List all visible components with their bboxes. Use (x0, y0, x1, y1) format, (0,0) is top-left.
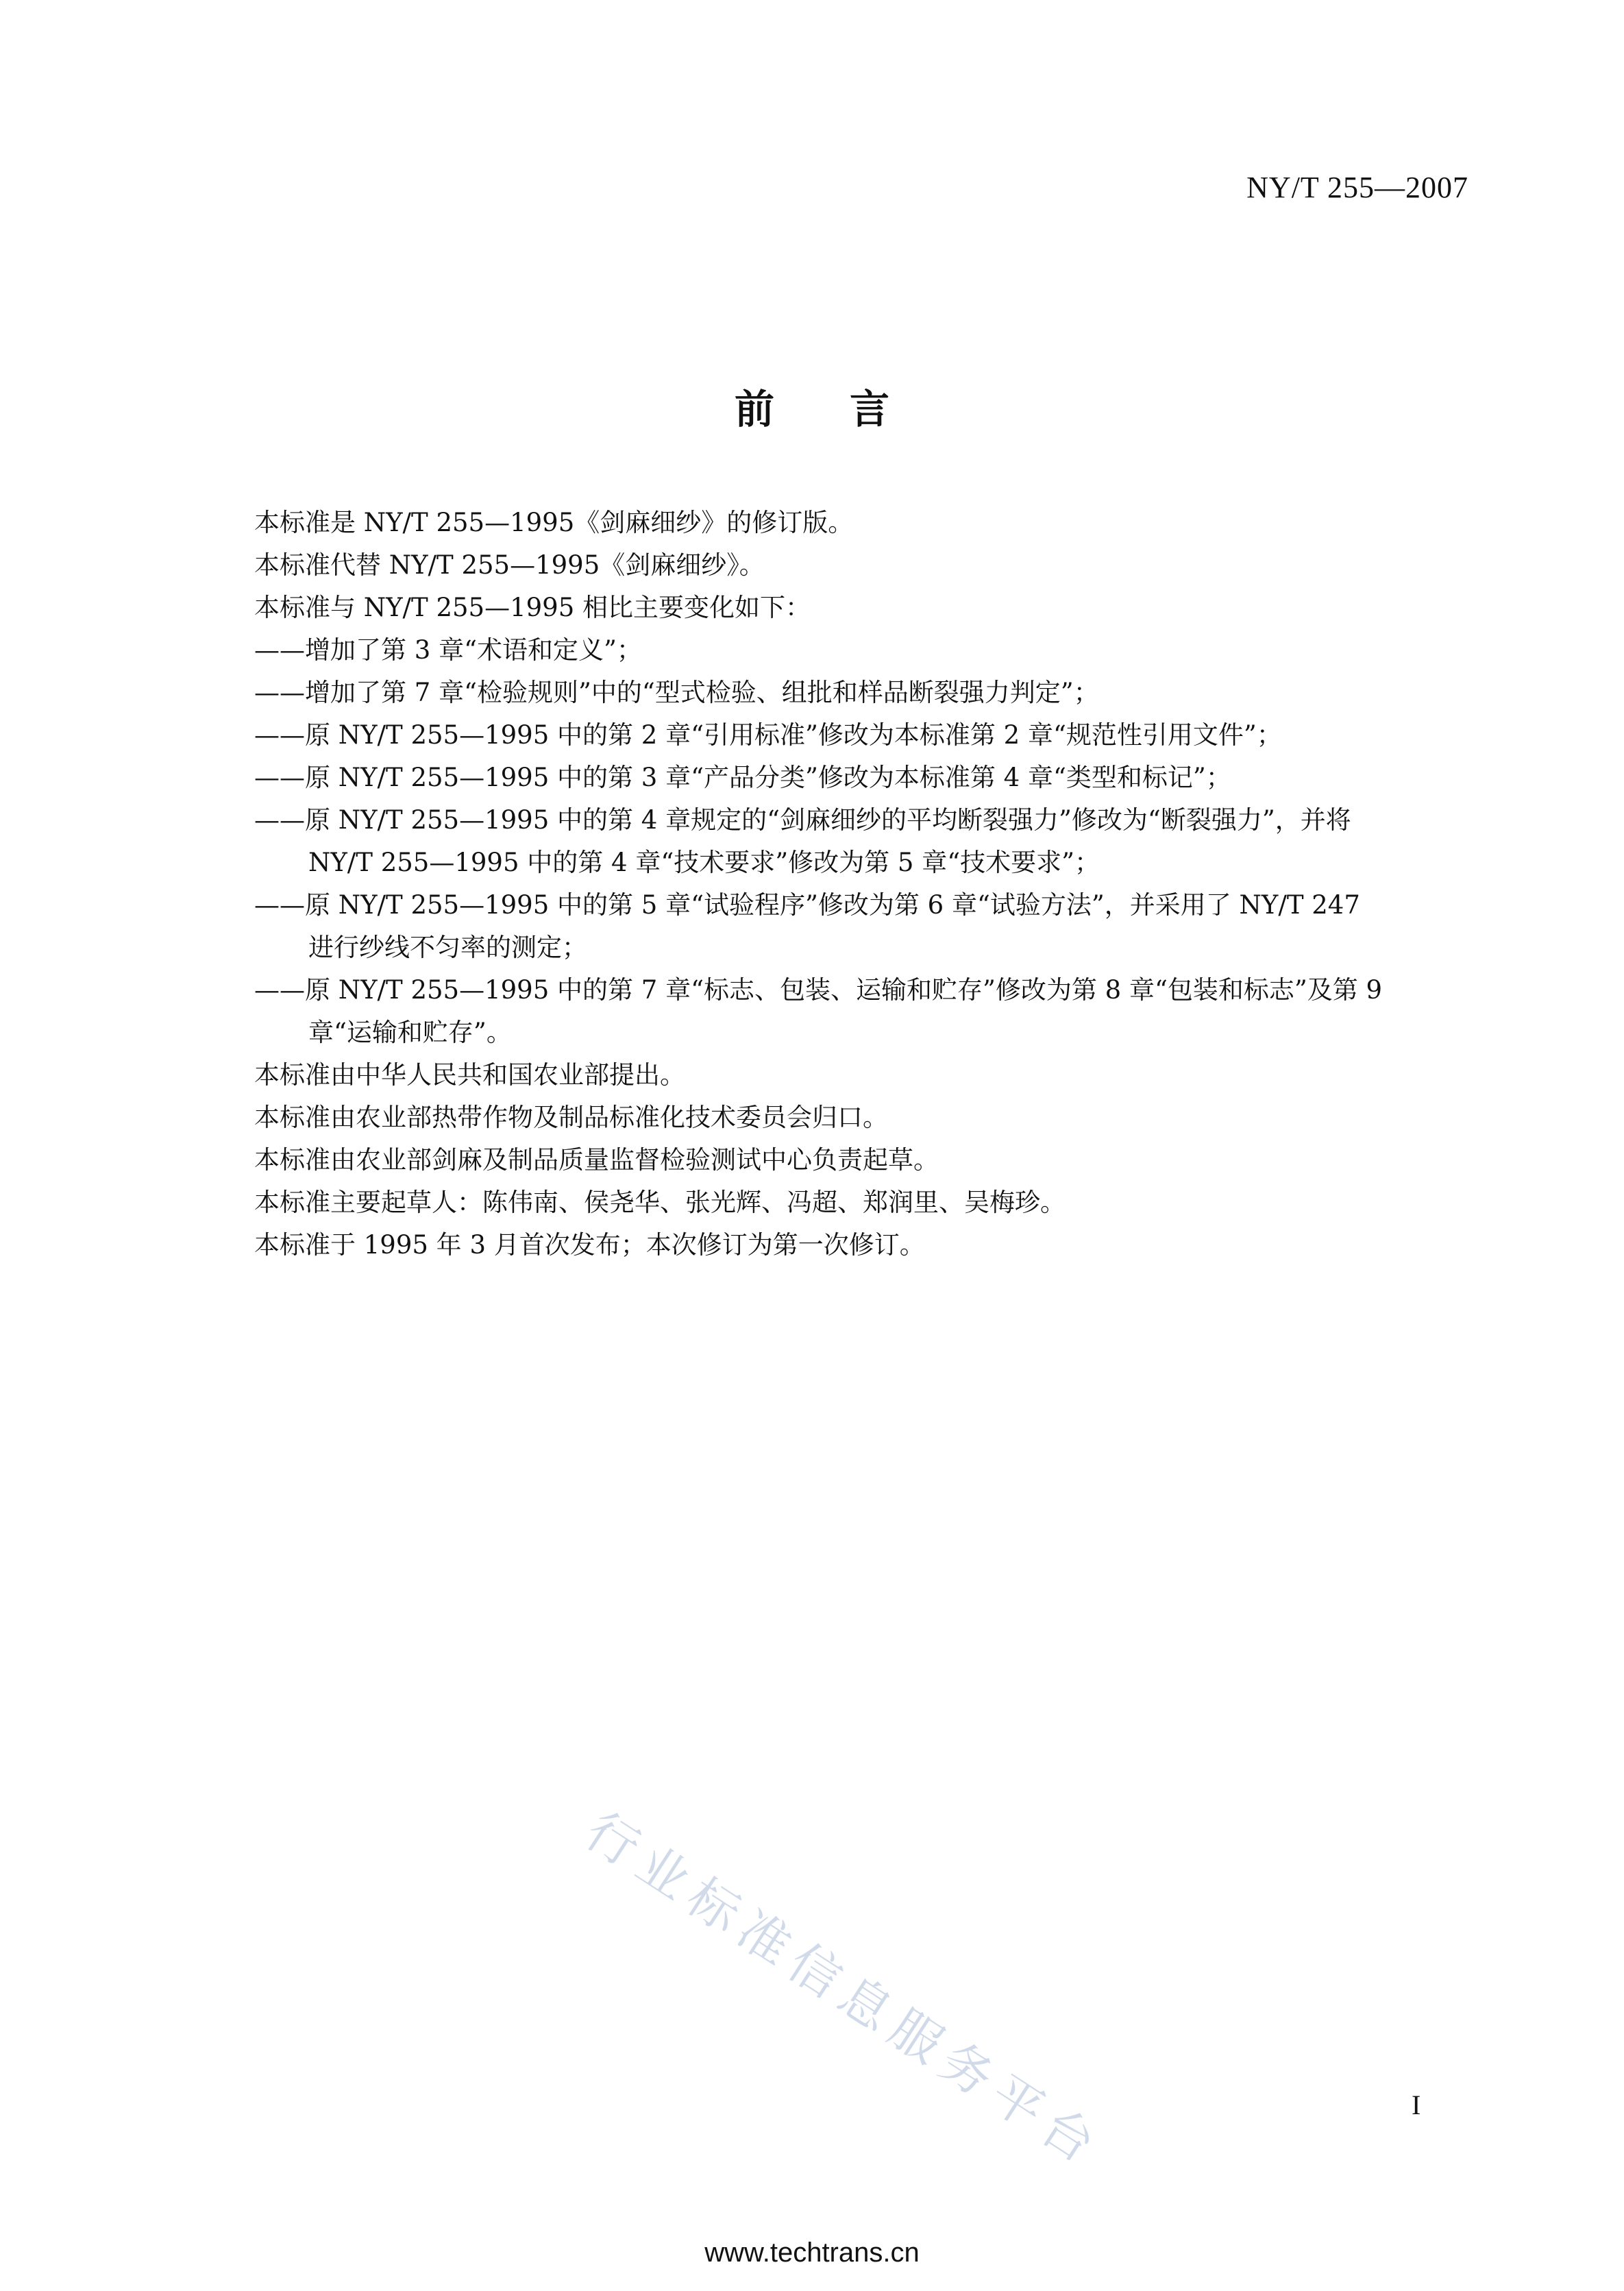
page-number: I (1412, 2090, 1421, 2120)
paragraph-line: 本标准由农业部热带作物及制品标准化技术委员会归口。 (254, 1103, 888, 1132)
foreword-body (254, 502, 1474, 1266)
paragraph-line: 本标准代替 NY/T 255—1995《剑麻细纱》。 (254, 550, 765, 580)
paragraph-line: 本标准由农业部剑麻及制品质量监督检验测试中心负责起草。 (254, 1145, 939, 1175)
change-item: ——原 NY/T 255—1995 中的第 5 章“试验程序”修改为第 6 章“试验方法”，并采用了 NY/T 247 (254, 890, 1360, 920)
change-item: ——原 NY/T 255—1995 中的第 3 章“产品分类”修改为本标准第 4 章“类型和标记”； (254, 763, 1231, 792)
page-title (0, 377, 1624, 434)
change-item-continuation: 进行纱线不匀率的测定； (308, 933, 587, 962)
footer-url: www.techtrans.cn (704, 2238, 920, 2268)
paragraph-line: 本标准主要起草人：陈伟南、侯尧华、张光辉、冯超、郑润里、吴梅珍。 (254, 1188, 1066, 1217)
change-item: ——增加了第 3 章“术语和定义”； (254, 635, 642, 665)
change-item: ——增加了第 7 章“检验规则”中的“型式检验、组批和样品断裂强力判定”； (254, 678, 1099, 707)
watermark: 行业标准信息服务平台 (575, 1801, 1114, 2179)
standard-code: NY/T 255—2007 (1246, 171, 1468, 204)
title-char-1: 前 (734, 386, 774, 432)
change-item: ——原 NY/T 255—1995 中的第 7 章“标志、包装、运输和贮存”修改为第 8 章“包装和标志”及第 9 (254, 975, 1383, 1005)
change-item: ——原 NY/T 255—1995 中的第 4 章规定的“剑麻细纱的平均断裂强力”修改为“断裂强力”，并将 (254, 805, 1351, 835)
change-item-continuation: NY/T 255—1995 中的第 4 章“技术要求”修改为第 5 章“技术要求”； (308, 848, 1100, 877)
paragraph-line: 本标准与 NY/T 255—1995 相比主要变化如下： (254, 593, 811, 622)
paragraph-line: 本标准于 1995 年 3 月首次发布；本次修订为第一次修订。 (254, 1230, 925, 1260)
paragraph-line: 本标准由中华人民共和国农业部提出。 (254, 1060, 685, 1090)
title-char-2: 言 (850, 386, 890, 432)
paragraph-line: 本标准是 NY/T 255—1995《剑麻细纱》的修订版。 (254, 508, 854, 537)
change-item-continuation: 章“运输和贮存”。 (308, 1018, 512, 1047)
change-item: ——原 NY/T 255—1995 中的第 2 章“引用标准”修改为本标准第 2 章“规范性引用文件”； (254, 720, 1282, 750)
